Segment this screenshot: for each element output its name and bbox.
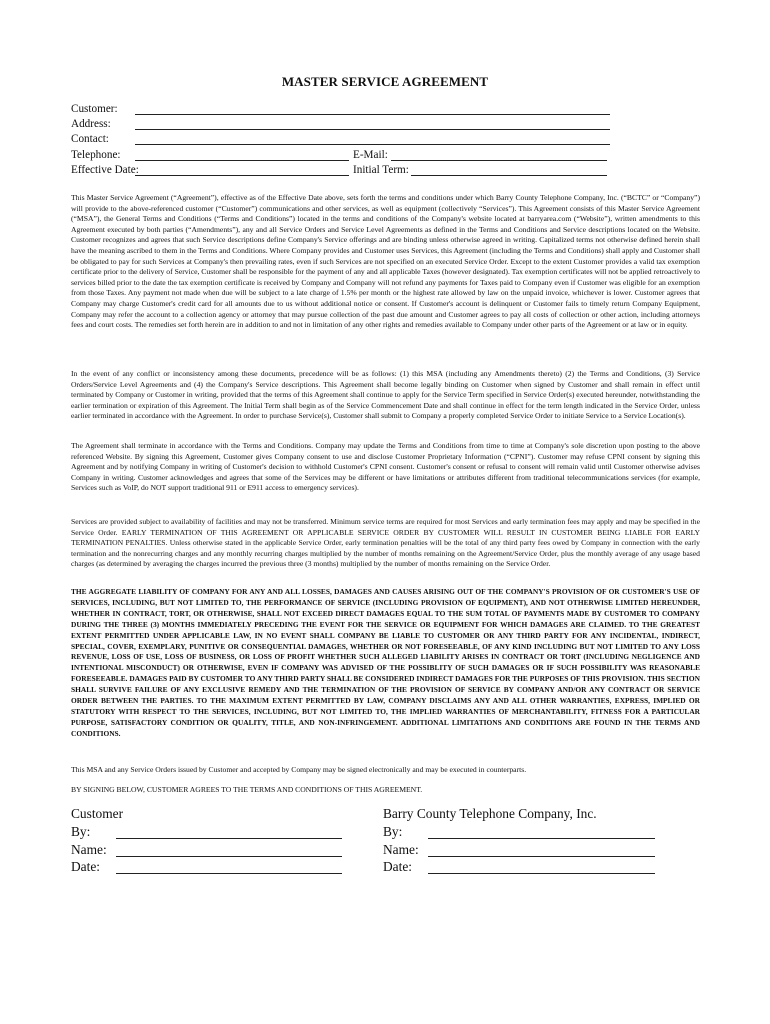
customer-by-line[interactable] [116, 838, 342, 839]
paragraph-liability: THE AGGREGATE LIABILITY OF COMPANY FOR ANY AND ALL LOSSES, DAMAGES AND CAUSES ARISING OUT OF THE COMPANY'S PROVISION OF OR CUSTOMER'S USE OF SERVICES, INCLUDING, BUT NOT LIMITED TO, THE PERFORMANCE OF SERVICE (INCLUDING PROVISION OF EQUIPMENT), AND NOT OTHERWISE LIMITED HEREUNDER, WHETHER IN CONTRACT, TORT, OR OTHERWISE, SHALL NOT EXCEED DIRECT DAMAGES EQUAL TO THE SUM TOTAL OF PAYMENTS MADE BY CUSTOMER TO COMPANY DURING THE THREE (3) MONTHS IMMEDIATELY PRECEDING THE EVENT FOR THE SERVICE OR EQUIPMENT FOR WHICH DAMAGES ARE CLAIMED. TO THE GREATEST EXTENT PERMITTED UNDER APPLICABLE LAW, IN NO EVENT SHALL COMPANY BE LIABLE TO CUSTOMER OR ANY THIRD PARTY FOR ANY INCIDENTAL, INDIRECT, SPECIAL, COVER, EXEMPLARY, PUNITIVE OR CONSEQUENTIAL DAMAGES, WHETHER OR NOT FORESEEABLE, OF ANY KIND INCLUDING BUT NOT LIMITED TO ANY LOSS REVENUE, LOSS OF USE, LOSS OF BUSINESS, OR LOSS OF PROFIT WHETHER SUCH ALLEGED LIABILITY ARISES IN CONTRACT OR TORT (INCLUDING NEGLIGENCE AND INTENTIONAL MISCONDUCT) OR OTHERWISE, EVEN IF COMPANY WAS ADVISED OF THE POSSIBLITY OF SUCH DAMAGES OR IF SUCH POSSIBILITY WAS REASONABLE FORESEEABLE. DAMAGES PAID BY CUSTOMER TO ANY THIRD PARTY SHALL BE CONSIDERED INDIRECT DAMAGES FOR THE PURPOSES OF THIS PROVISION. THIS SECTION SHALL SURVIVE FAILURE OF ANY EXCLUSIVE REMEDY AND THE TERMINATION OF THE PROVISION OF SERVICE BY COMPANY AND/OR ANY CONTRACT OR SERVICE ORDER BETWEEN THE PARTIES. TO THE MAXIMUM EXTENT PERMITTED BY LAW, COMPANY DISCLAIMS ANY AND ALL OTHER WARRANTIES, EXPRESS, IMPLIED OR STATUTORY WITH RESPECT TO THE SERVICES, INCLUDING, BUT NOT LIMITED TO, THE IMPLIED WARRANTIES OF MERCHANTABILITY, FITNESS FOR A PARTICULAR PURPOSE, SATISFACTORY CONDITION OR QUALITY, TITLE, AND NON-INFRINGEMENT. ADDITIONAL LIMITATIONS AND CONDITIONS ARE FOUND IN THE TERMS AND CONDITIONS. [71, 587, 700, 738]
customer-name-label: Name: [71, 842, 107, 857]
initial-term-field-line[interactable] [411, 164, 607, 176]
telephone-field-line[interactable] [135, 149, 349, 161]
customer-signature-heading: Customer [71, 806, 124, 821]
paragraph-precedence: In the event of any conflict or inconsistency among these documents, precedence will be as follows: (1) this MSA (including any Amendments thereto) (2) the Terms and Conditions, (3) Service Orders/Service Level Agreements and (4) the Company's Service descriptions. This Agreement shall become legally binding on Customer when signed by Customer and shall remain in effect until terminated by Company or Customer in writing, provided that the terms of this Agreement shall continue to apply for the Service Term specified in Service Order(s) executed hereunder, notwithstanding the earlier termination or expiration of this Agreement. The Initial Term shall begin as of the Service Commencement Date and shall continue in effect for the term length indicated in the Service Order, unless earlier terminated in accordance with the Agreement. In order to purchase Service(s), Customer shall submit to Company a properly completed Service Order to initiate Service to a Service Location(s). [71, 369, 700, 421]
company-date-line[interactable] [428, 873, 655, 874]
paragraph-electronic-signature: This MSA and any Service Orders issued by Customer and accepted by Company may be signed electronically and may be executed in counterparts. [71, 765, 527, 774]
customer-by-label: By: [71, 824, 91, 839]
company-by-label: By: [383, 824, 403, 839]
customer-name-line[interactable] [116, 856, 342, 857]
contact-field-line[interactable] [135, 133, 610, 145]
effective-date-label: Effective Date: [71, 164, 139, 176]
telephone-label: Telephone: [71, 149, 121, 161]
document-title: MASTER SERVICE AGREEMENT [281, 74, 489, 89]
paragraph-agreement-acceptance: BY SIGNING BELOW, CUSTOMER AGREES TO THE TERMS AND CONDITIONS OF THIS AGREEMENT. [71, 785, 423, 794]
customer-signature-block [71, 806, 351, 876]
customer-date-line[interactable] [116, 873, 342, 874]
company-signature-block [383, 806, 663, 876]
email-label: E-Mail: [353, 149, 388, 161]
company-by-line[interactable] [428, 838, 655, 839]
company-signature-heading: Barry County Telephone Company, Inc. [383, 806, 597, 821]
customer-field-line[interactable] [135, 103, 610, 115]
contact-label: Contact: [71, 133, 109, 145]
company-name-line[interactable] [428, 856, 655, 857]
contact-field-row [71, 133, 611, 147]
customer-date-label: Date: [71, 859, 100, 874]
email-field-line[interactable] [391, 149, 607, 161]
address-label: Address: [71, 118, 111, 130]
company-date-label: Date: [383, 859, 412, 874]
address-field-line[interactable] [135, 118, 610, 130]
paragraph-early-termination: Services are provided subject to availability of facilities and may not be transferred. Minimum service terms are required for most Services and early termination fees may apply and may be specified in the Service Order. EARLY TERMINATION OF THIS AGREEMENT OR APPLICABLE SERVICE ORDER BY CUSTOMER WILL RESULT IN CUSTOMER BEING LIABLE FOR EARLY TERMINATION PENALTIES. Unless otherwise stated in the applicable Service Order, early termination penalties will be the total of any third party fees owed by Company in connection with the early termination and the nonrecurring charges and any monthly recurring charges multiplied by the number of months remaining on the Agreement/Service Order, plus the monthly average of any usage based charges (as determined by averaging the charges incurred the previous three (3 months) multiplied by the number of months remaining on the Service Order. [71, 517, 700, 569]
customer-label: Customer: [71, 103, 118, 115]
customer-field-row [71, 103, 611, 117]
initial-term-label: Initial Term: [353, 164, 409, 176]
effective-date-field-line[interactable] [135, 164, 349, 176]
telephone-field-row [71, 149, 611, 163]
address-field-row [71, 118, 611, 132]
effective-date-field-row [71, 164, 611, 178]
company-name-label: Name: [383, 842, 419, 857]
paragraph-termination-cpni: The Agreement shall terminate in accordance with the Terms and Conditions. Company may update the Terms and Conditions from time to time at Company's sole discretion upon posting to the above referenced Website. By signing this Agreement, Customer gives Company consent to use and disclose Customer Proprietary Information (“CPNI”). Customer may refuse CPNI consent by signing this Agreement and by notifying Company in writing of Customer's decision to withhold Customer's CPNI consent. Customer's consent or refusal to consent will remain valid until Customer otherwise advises Company in writing. Customer acknowledges and agrees that some of the Services may be different or have limitations or attributes different from traditional telecommunications services (for example, Services such as VoIP, do NOT support traditional 911 or E911 access to emergency services). [71, 441, 700, 493]
paragraph-msa-overview: This Master Service Agreement (“Agreement”), effective as of the Effective Date above, sets forth the terms and conditions under which Barry County Telephone Company, Inc. (“BCTC” or “Company”) will provide to the above-referenced customer (“Customer”) communications and other services, as well as equipment (collectively “Services”). This Agreement consists of this Master Service Agreement (“MSA”), the General Terms and Conditions (“Terms and Conditions”) located in the terms and conditions of the Company's website located at barryarea.com (“Website”), written amendments to this Agreement executed by both parties (“Amendments”), any and all Service Orders and Service Level Agreements as defined in the Terms and Conditions and Service descriptions located on the Website. Customer recognizes and agrees that such Service descriptions define Company's Service offerings and are binding unless otherwise agreed in writing. Capitalized terms not otherwise defined herein shall have the meaning ascribed to them in the Terms and Conditions. Where Company provides and Customer uses Services, this Agreement (including the Terms and Conditions) shall apply and Customer shall be obligated to pay for such Services at Company's then prevailing rates, even if such Services are not specified on an executed Service Order. Except to the extent Customer provides a valid tax exemption certificate prior to the delivery of Service, Customer shall be responsible for the payment of any and all applicable Taxes (however designated). Tax exemption certificates will not be applied retroactively to services billed prior to the date the tax exemption certificate is received by Company and Company will not refund any payments for Taxes paid to Company even if Customer was eligible for an exemption from those Taxes. Any payment not made when due will be subject to a late charge of 1.5% per month or the highest rate allowed by law on the unpaid invoice, whichever is lower. Customer agrees that Company may charge Customer's credit card for all amounts due to us without additional notice or consent. If Customer's account is delinquent or Customer fails to timely return Company Equipment, Company may refer the account to a collection agency or attorney that may pursue collection of the past due amount and Customer agrees to pay all costs of collection or other action, including attorneys fees and court costs. The remedies set forth herein are in addition to and not in limitation of any other rights and remedies available to Company under other parts of the Agreement or at law or in equity. [71, 193, 700, 330]
